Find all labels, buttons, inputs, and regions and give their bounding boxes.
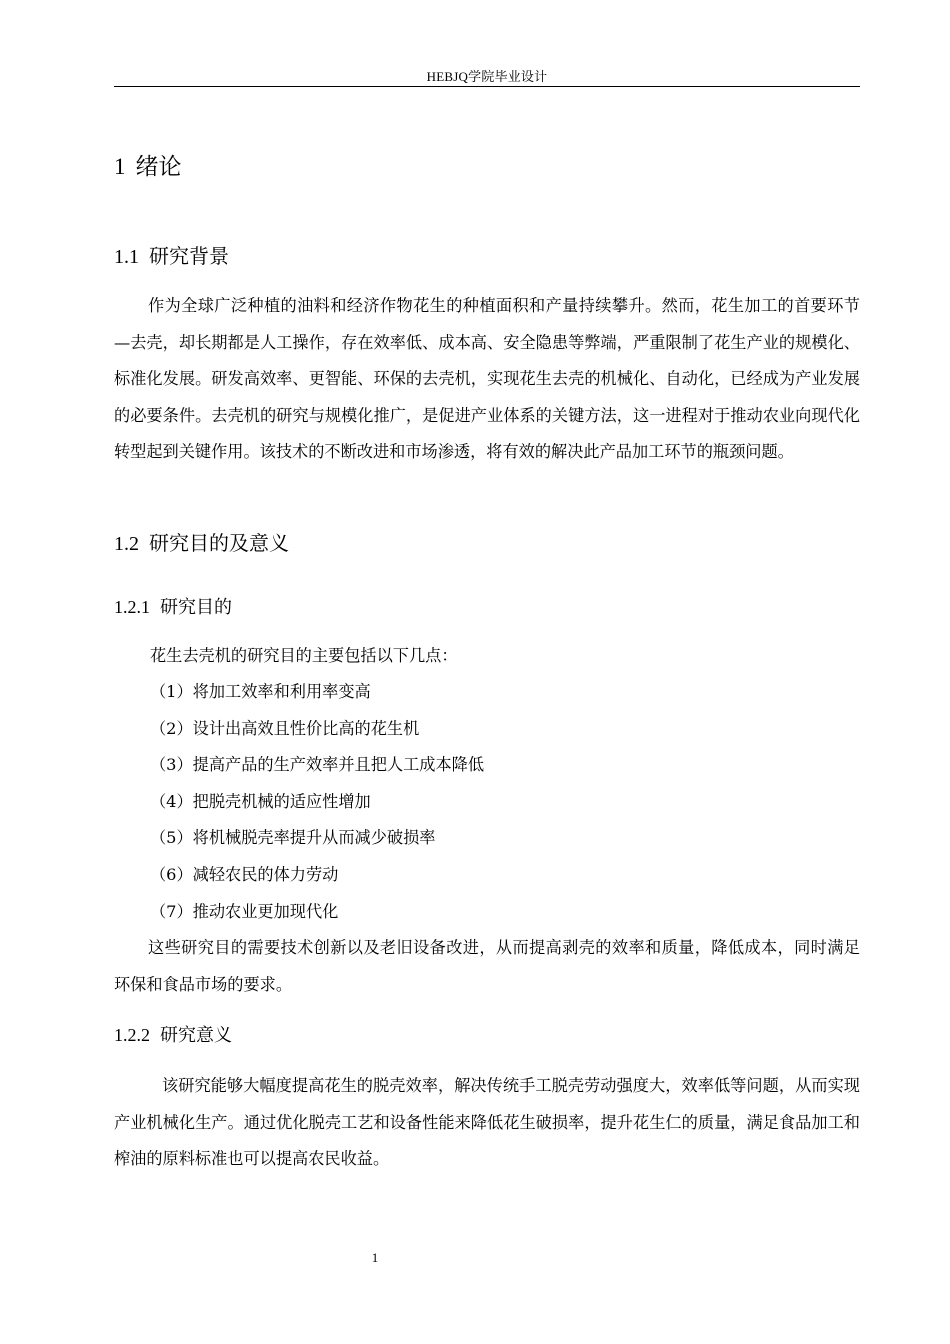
chapter-number: 1 bbox=[114, 154, 126, 179]
purpose-list bbox=[150, 674, 484, 930]
subsection-number: 1.2.1 bbox=[114, 597, 150, 617]
page-number: 1 bbox=[371, 1250, 379, 1265]
subsection-number: 1.2.2 bbox=[114, 1025, 150, 1045]
subsection-heading-significance bbox=[114, 1021, 232, 1047]
list-item: （1）将加工效率和利用率变高 bbox=[150, 682, 371, 701]
section-heading-purpose-significance bbox=[114, 527, 289, 556]
subsection-heading-purpose bbox=[114, 593, 232, 619]
significance-paragraph: 该研究能够大幅度提高花生的脱壳效率，解决传统手工脱壳劳动强度大，效率低等问题，从而实现产业机械化生产。通过优化脱壳工艺和设备性能来降低花生破损率，提升花生仁的质量，满足食品加工和榨油的原料标准也可以提高农民收益。 bbox=[114, 1076, 860, 1168]
section-number: 1.1 bbox=[114, 246, 139, 268]
subsection-title: 研究意义 bbox=[160, 1025, 232, 1046]
header-divider bbox=[114, 86, 860, 87]
list-item: （6）减轻农民的体力劳动 bbox=[150, 864, 339, 884]
section-title: 研究背景 bbox=[149, 244, 229, 268]
subsection-title: 研究目的 bbox=[160, 597, 232, 618]
purpose-conclusion: 这些研究目的需要技术创新以及老旧设备改进，从而提高剥壳的效率和质量，降低成本，同时满足环保和食品市场的要求。 bbox=[114, 938, 860, 994]
background-paragraph: 作为全球广泛种植的油料和经济作物花生的种植面积和产量持续攀升。然而，花生加工的首要环节—去壳，却长期都是人工操作，存在效率低、成本高、安全隐患等弊端，严重限制了花生产业的规模化、标准化发展。研发高效率、更智能、环保的去壳机，实现花生去壳的机械化、自动化，已经成为产业发展的必要条件。去壳机的研究与规模化推广，是促进产业体系的关键方法，这一进程对于推动农业向现代化转型起到关键作用。该技术的不断改进和市场渗透，将有效的解决此产品加工环节的瓶颈问题。 bbox=[114, 296, 860, 461]
list-item: （5）将机械脱壳率提升从而减少破损率 bbox=[150, 828, 436, 848]
purpose-intro: 花生去壳机的研究目的主要包括以下几点： bbox=[150, 646, 458, 665]
list-item: （4）把脱壳机械的适应性增加 bbox=[150, 791, 371, 811]
section-heading-background bbox=[114, 240, 229, 269]
page-header: HEBJQ学院毕业设计 bbox=[426, 69, 548, 84]
section-number: 1.2 bbox=[114, 533, 139, 555]
list-item: （3）提高产品的生产效率并且把人工成本降低 bbox=[150, 755, 485, 775]
section-title: 研究目的及意义 bbox=[149, 531, 289, 555]
list-item: （7）推动农业更加现代化 bbox=[150, 901, 339, 921]
chapter-heading bbox=[114, 148, 182, 181]
chapter-title: 绪论 bbox=[135, 154, 182, 180]
list-item: （2）设计出高效且性价比高的花生机 bbox=[150, 718, 420, 738]
